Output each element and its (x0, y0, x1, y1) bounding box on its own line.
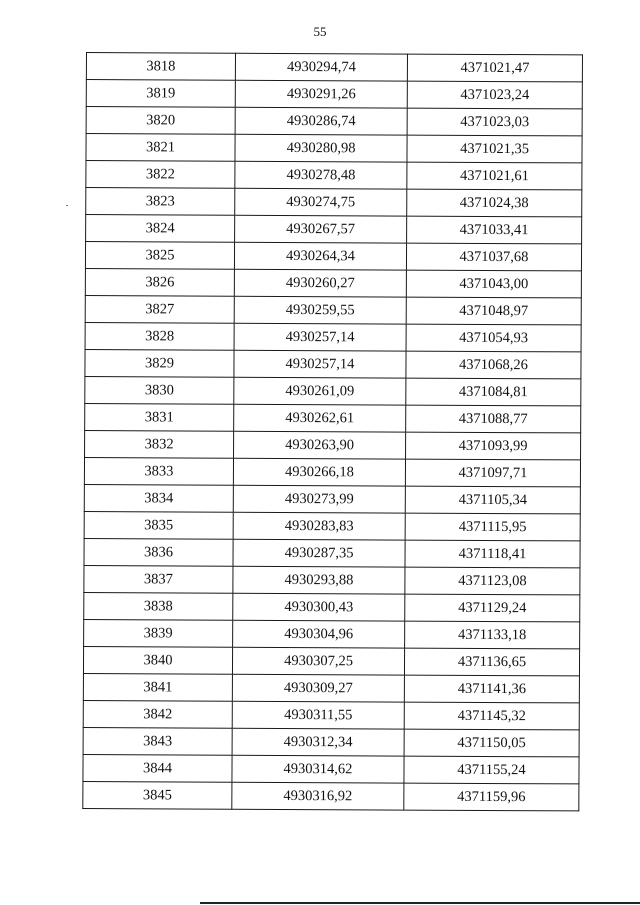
y-coordinate-cell: 4371021,47 (407, 54, 582, 82)
point-number-cell: 3839 (84, 619, 233, 647)
point-number-cell: 3825 (85, 242, 234, 270)
x-coordinate-cell: 4930286,74 (235, 107, 407, 135)
table-row (84, 511, 580, 540)
scan-speck (66, 205, 68, 206)
point-number-cell: 3819 (86, 80, 235, 108)
point-number-cell: 3832 (85, 430, 234, 458)
y-coordinate-cell: 4371054,93 (406, 324, 581, 352)
x-coordinate-cell: 4930312,34 (232, 728, 404, 756)
y-coordinate-cell: 4371084,81 (406, 378, 581, 406)
x-coordinate-cell: 4930314,62 (232, 755, 404, 783)
y-coordinate-cell: 4371093,99 (406, 432, 581, 460)
page-number: 55 (313, 24, 327, 39)
x-coordinate-cell: 4930307,25 (232, 647, 404, 675)
x-coordinate-cell: 4930263,90 (234, 431, 406, 459)
point-number-cell: 3843 (83, 727, 232, 755)
x-coordinate-cell: 4930274,75 (235, 188, 407, 216)
x-coordinate-cell: 4930264,34 (234, 242, 406, 270)
table-row (84, 592, 580, 621)
point-number-cell: 3820 (86, 107, 235, 135)
point-number-cell: 3842 (83, 700, 232, 728)
x-coordinate-cell: 4930309,27 (232, 674, 404, 702)
y-coordinate-cell: 4371048,97 (406, 297, 581, 325)
x-coordinate-cell: 4930287,35 (233, 539, 405, 567)
table-row (84, 457, 580, 486)
table-row (86, 161, 582, 190)
table-row (85, 430, 581, 459)
point-number-cell: 3826 (85, 268, 234, 296)
y-coordinate-cell: 4371068,26 (406, 351, 581, 379)
x-coordinate-cell: 4930260,27 (234, 269, 406, 297)
table-row (84, 484, 580, 513)
table-row (83, 754, 579, 783)
point-number-cell: 3838 (84, 592, 233, 620)
y-coordinate-cell: 4371159,96 (404, 783, 579, 811)
coordinate-table (82, 52, 583, 811)
point-number-cell: 3834 (84, 484, 233, 512)
table-row (85, 322, 581, 351)
point-number-cell: 3823 (86, 188, 235, 216)
point-number-cell: 3835 (84, 511, 233, 539)
table-row (84, 565, 580, 594)
y-coordinate-cell: 4371021,35 (407, 135, 582, 163)
table-row (86, 134, 582, 163)
scan-edge-line (200, 902, 640, 904)
x-coordinate-cell: 4930293,88 (233, 566, 405, 594)
point-number-cell: 3827 (85, 295, 234, 323)
table-row (86, 80, 582, 109)
point-number-cell: 3845 (83, 781, 232, 809)
point-number-cell: 3828 (85, 322, 234, 350)
y-coordinate-cell: 4371043,00 (406, 270, 581, 298)
point-number-cell: 3840 (83, 646, 232, 674)
y-coordinate-cell: 4371088,77 (406, 405, 581, 433)
table-row (85, 295, 581, 324)
table-row (85, 349, 581, 378)
y-coordinate-cell: 4371024,38 (407, 189, 582, 217)
point-number-cell: 3841 (83, 673, 232, 701)
point-number-cell: 3818 (86, 53, 235, 81)
y-coordinate-cell: 4371097,71 (405, 459, 580, 487)
x-coordinate-cell: 4930261,09 (234, 377, 406, 405)
table-row (86, 215, 582, 244)
x-coordinate-cell: 4930311,55 (232, 701, 404, 729)
point-number-cell: 3824 (86, 215, 235, 243)
point-number-cell: 3837 (84, 565, 233, 593)
y-coordinate-cell: 4371129,24 (405, 594, 580, 622)
x-coordinate-cell: 4930300,43 (233, 593, 405, 621)
y-coordinate-cell: 4371155,24 (404, 756, 579, 784)
point-number-cell: 3822 (86, 161, 235, 189)
table-row (85, 376, 581, 405)
table-row (83, 781, 579, 810)
table-row (85, 268, 581, 297)
y-coordinate-cell: 4371118,41 (405, 540, 580, 568)
y-coordinate-cell: 4371150,05 (404, 729, 579, 757)
y-coordinate-cell: 4371033,41 (407, 216, 582, 244)
x-coordinate-cell: 4930262,61 (234, 404, 406, 432)
y-coordinate-cell: 4371145,32 (404, 702, 579, 730)
y-coordinate-cell: 4371021,61 (407, 162, 582, 190)
table-row (83, 673, 579, 702)
point-number-cell: 3844 (83, 754, 232, 782)
x-coordinate-cell: 4930291,26 (235, 80, 407, 108)
x-coordinate-cell: 4930257,14 (234, 323, 406, 351)
x-coordinate-cell: 4930294,74 (235, 53, 407, 81)
point-number-cell: 3821 (86, 134, 235, 162)
point-number-cell: 3829 (85, 349, 234, 377)
table-row (83, 700, 579, 729)
x-coordinate-cell: 4930304,96 (233, 620, 405, 648)
x-coordinate-cell: 4930278,48 (235, 161, 407, 189)
point-number-cell: 3830 (85, 376, 234, 404)
table-row (86, 107, 582, 136)
point-number-cell: 3831 (85, 403, 234, 431)
y-coordinate-cell: 4371141,36 (404, 675, 579, 703)
table-row (86, 188, 582, 217)
table-row (86, 53, 582, 82)
x-coordinate-cell: 4930283,83 (233, 512, 405, 540)
table-row (83, 727, 579, 756)
x-coordinate-cell: 4930259,55 (234, 296, 406, 324)
table-row (85, 242, 581, 271)
table-row (83, 646, 579, 675)
y-coordinate-cell: 4371136,65 (404, 648, 579, 676)
table-row (84, 538, 580, 567)
y-coordinate-cell: 4371023,03 (407, 108, 582, 136)
x-coordinate-cell: 4930316,92 (232, 782, 404, 810)
y-coordinate-cell: 4371105,34 (405, 486, 580, 514)
y-coordinate-cell: 4371115,95 (405, 513, 580, 541)
x-coordinate-cell: 4930273,99 (233, 485, 405, 513)
y-coordinate-cell: 4371123,08 (405, 567, 580, 595)
x-coordinate-cell: 4930257,14 (234, 350, 406, 378)
coordinate-table-body (83, 53, 583, 811)
point-number-cell: 3836 (84, 538, 233, 566)
point-number-cell: 3833 (84, 457, 233, 485)
y-coordinate-cell: 4371133,18 (405, 621, 580, 649)
y-coordinate-cell: 4371023,24 (407, 81, 582, 109)
x-coordinate-cell: 4930267,57 (235, 215, 407, 243)
x-coordinate-cell: 4930266,18 (233, 458, 405, 486)
table-row (84, 619, 580, 648)
x-coordinate-cell: 4930280,98 (235, 134, 407, 162)
table-row (85, 403, 581, 432)
y-coordinate-cell: 4371037,68 (406, 243, 581, 271)
